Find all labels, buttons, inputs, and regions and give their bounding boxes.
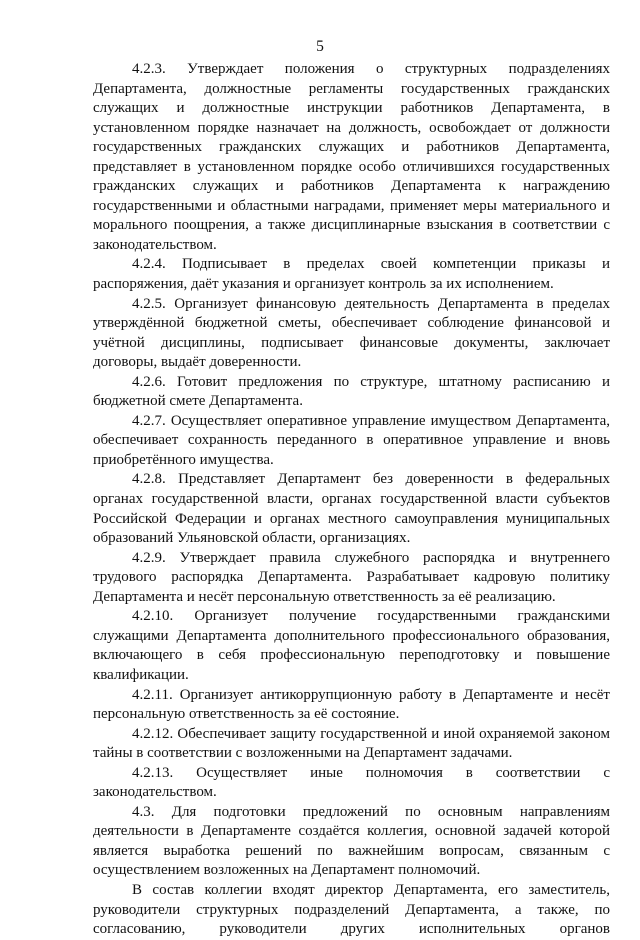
paragraph-4-2-6: 4.2.6. Готовит предложения по структуре, штатному расписанию и бюджетной смете Департамента.: [93, 373, 610, 410]
paragraph-4-2-12: 4.2.12. Обеспечивает защиту государственной и иной охраняемой законом тайны в соответствии с возложенными на Департамент задачами.: [93, 725, 610, 762]
paragraph-collegium-composition: В состав коллегии входят директор Департамента, его заместитель, руководители структурных подразделений Департамента, а также, по согласованию, руководители других исполнительных органов: [93, 881, 610, 938]
page-number: 5: [316, 38, 324, 55]
paragraph-4-2-10: 4.2.10. Организует получение государственными гражданскими служащими Департамента дополнительного профессионального образования, включающего в себя профессиональную переподготовку и повышение квалификации.: [93, 608, 610, 683]
paragraph-4-2-3: 4.2.3. Утверждает положения о структурных подразделениях Департамента, должностные регламенты государственных гражданских служащих и должностные инструкции работников Департамента, в установленном порядке назначает на должность, освобождает от должности государственных гражданских служащих и работников Департамента, представляет в установленном порядке особо отличившихся государственных гражданских служащих и работников Департамента к награждению государственными и областными наградами, применяет меры материального и морального поощрения, а также дисциплинарные взыскания в соответствии с законодательством.: [93, 61, 610, 253]
paragraph-4-2-13: 4.2.13. Осуществляет иные полномочия в соответствии с законодательством.: [93, 764, 610, 801]
paragraph-4-2-7: 4.2.7. Осуществляет оперативное управление имуществом Департамента, обеспечивает сохранность переданного в оперативное управление и вновь приобретённого имущества.: [93, 412, 610, 468]
paragraph-4-2-4: 4.2.4. Подписывает в пределах своей компетенции приказы и распоряжения, даёт указания и организует контроль за их исполнением.: [93, 256, 610, 293]
paragraph-4-3: 4.3. Для подготовки предложений по основным направлениям деятельности в Департаменте создаётся коллегия, основной задачей которой является выработка решений по важнейшим вопросам, связанным с осуществлением возложенных на Департамент полномочий.: [93, 803, 610, 879]
paragraph-4-2-5: 4.2.5. Организует финансовую деятельность Департамента в пределах утверждённой бюджетной сметы, обеспечивает соблюдение финансовой и учётной дисциплины, подписывает финансовые документы, заключает договоры, выдаёт доверенности.: [93, 295, 610, 371]
paragraph-4-2-9: 4.2.9. Утверждает правила служебного распорядка и внутреннего трудового распорядка Департамента. Разрабатывает кадровую политику Департамента и несёт персональную ответственность за её реализацию.: [93, 549, 610, 605]
document-body: [93, 60, 610, 940]
paragraph-4-2-8: 4.2.8. Представляет Департамент без доверенности в федеральных органах государственной власти, органах государственной власти субъектов Российской Федерации и органах местного самоуправления муниципальных образований Ульяновской области, организациях.: [93, 471, 610, 547]
paragraph-4-2-11: 4.2.11. Организует антикоррупционную работу в Департаменте и несёт персональную ответственность за её состояние.: [93, 686, 610, 723]
